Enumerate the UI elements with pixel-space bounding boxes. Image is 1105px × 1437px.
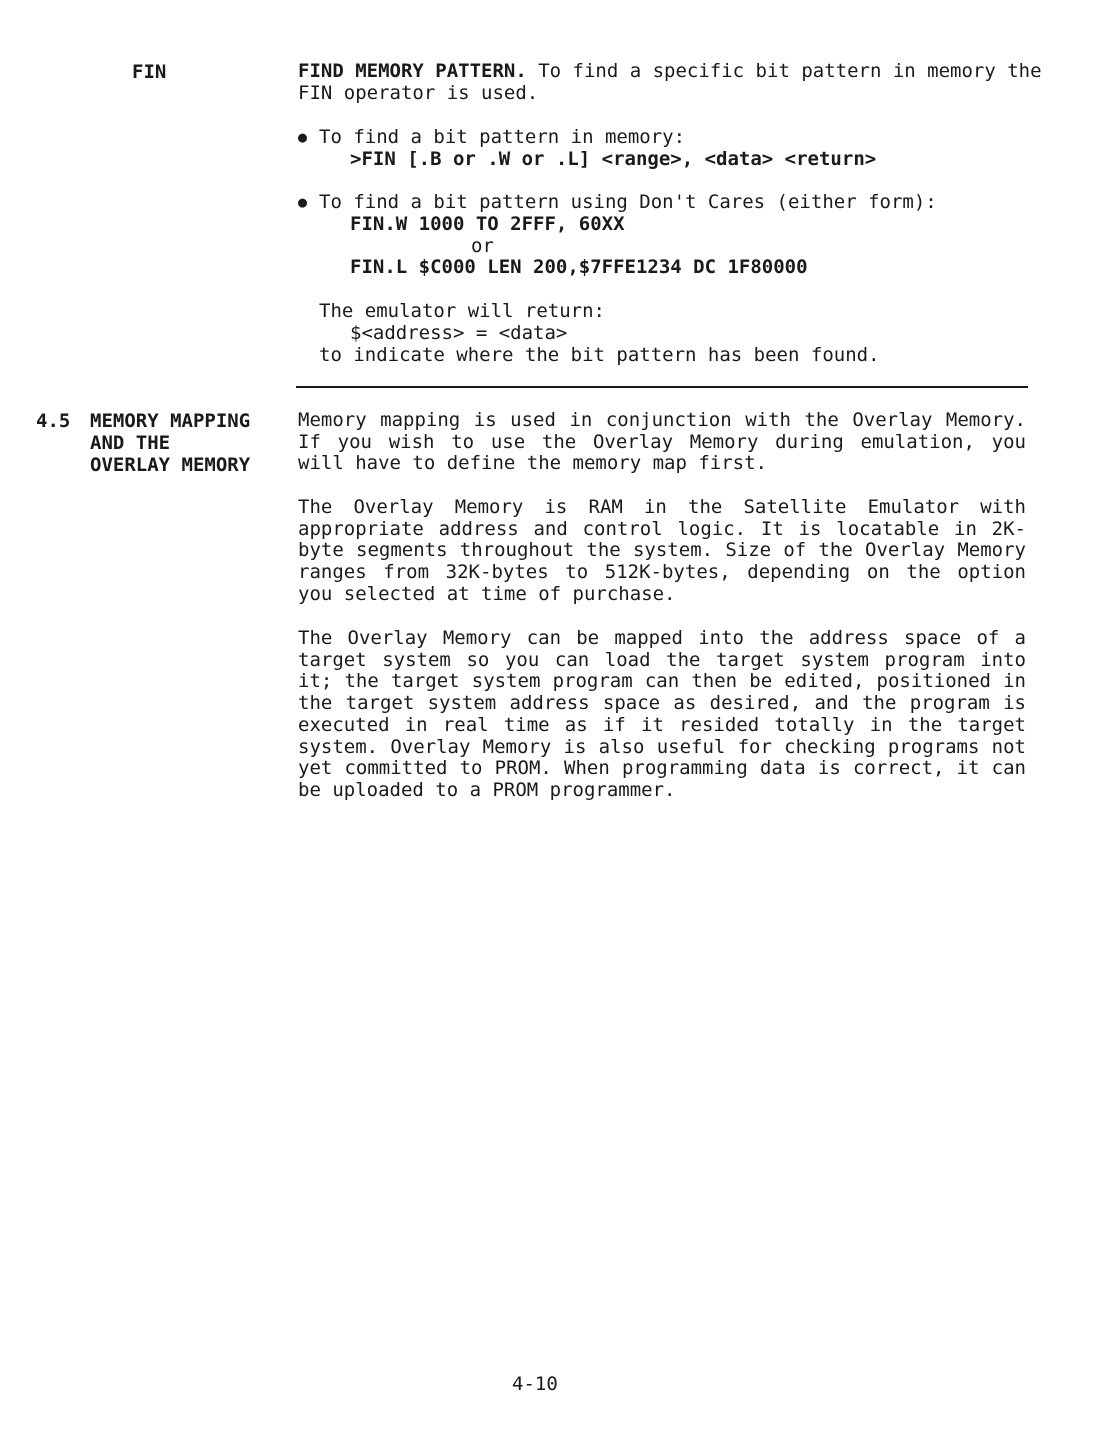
bullet-icon: ●	[298, 193, 308, 211]
bullet-icon: ●	[298, 128, 308, 146]
bullet2-example1: FIN.W 1000 TO 2FFF, 60XX	[350, 213, 625, 235]
bullet2-or: or	[471, 235, 494, 257]
section-title-line1: MEMORY MAPPING	[90, 410, 251, 432]
section-divider	[296, 386, 1028, 388]
paragraph-3: The Overlay Memory can be mapped into the address space of a target system so you can load the target system program into it; the target system program can then be edited, positioned in the target system address space as desired, and the program is executed in real time as if it resided totally in the target system. Overlay Memory is also useful for checking programs not yet committed to PROM. When programming data is correct, it can be uploaded to a PROM programmer.	[298, 627, 1026, 801]
bullet1-syntax: >FIN [.B or .W or .L] <range>, <data> <return>	[350, 148, 877, 170]
bullet2-text: To find a bit pattern using Don't Cares (either form):	[319, 191, 937, 213]
section-title-line3: OVERLAY MEMORY	[90, 454, 251, 476]
fin-heading: FIND MEMORY PATTERN.	[298, 60, 527, 82]
bullet1-text: To find a bit pattern in memory:	[319, 126, 686, 148]
fin-intro-line1	[298, 60, 1042, 82]
operator-label: FIN	[132, 61, 167, 83]
return-value: $<address> = <data>	[350, 322, 568, 344]
bullet2-example2: FIN.L $C000 LEN 200,$7FFE1234 DC 1F80000	[350, 256, 808, 278]
paragraph-1: Memory mapping is used in conjunction with the Overlay Memory. If you wish to use the Overlay Memory during emulation, you will have to define the memory map first.	[298, 409, 1026, 475]
section-number: 4.5	[36, 410, 71, 432]
section-title-line2: AND THE	[90, 432, 171, 454]
page-number: 4-10	[512, 1373, 558, 1395]
return-intro: The emulator will return:	[319, 300, 605, 322]
fin-intro-rest: To find a specific bit pattern in memory the	[526, 60, 1042, 82]
fin-intro-line2: FIN operator is used.	[298, 82, 539, 104]
paragraph-2: The Overlay Memory is RAM in the Satellite Emulator with appropriate address and control logic. It is locatable in 2K-byte segments throughout the system. Size of the Overlay Memory ranges from 32K-bytes to 512K-bytes, depending on the option you selected at time of purchase.	[298, 496, 1026, 605]
return-note: to indicate where the bit pattern has been found.	[319, 344, 880, 366]
